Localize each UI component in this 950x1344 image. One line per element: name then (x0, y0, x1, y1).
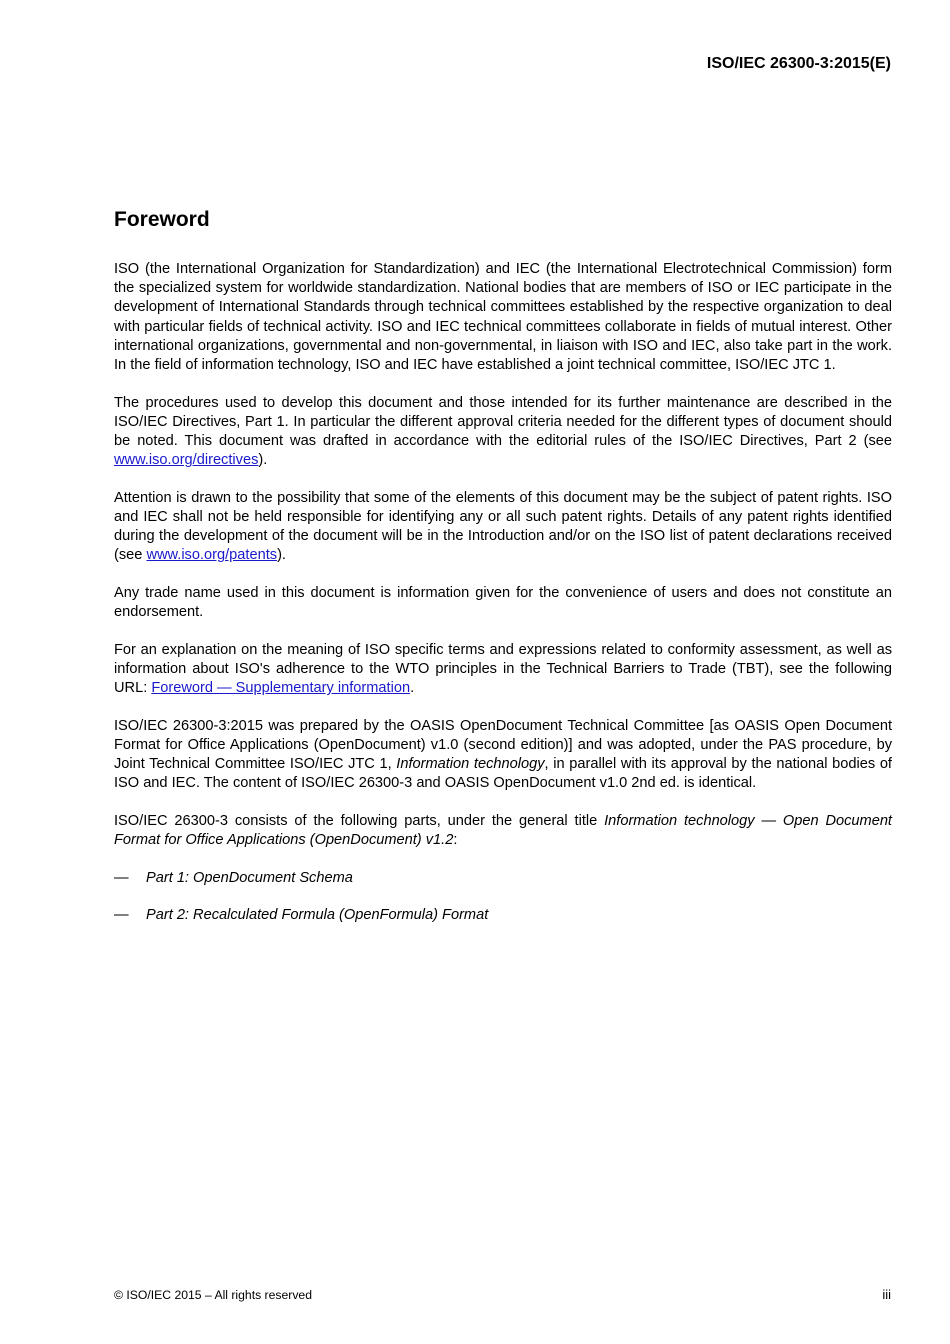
paragraph-procedures-text: The procedures used to develop this document and those intended for its further maintenance are described in the ISO/IEC Directives, Part 1. In particular the different approval criteria needed for the different types of document should be noted. This document was drafted in accordance with the editorial rules of the ISO/IEC Directives, Part 2 (see (114, 394, 892, 450)
paragraph-parts-intro-b: : (453, 832, 458, 849)
paragraph-parts-intro (114, 812, 892, 850)
paragraph-procedures-end: ). (258, 452, 268, 469)
paragraph-conformity (114, 641, 892, 699)
paragraph-preparation (114, 717, 892, 794)
patents-link[interactable]: www.iso.org/patents (146, 547, 278, 564)
page-number: iii (882, 1287, 891, 1302)
paragraph-patents-end: ). (277, 547, 286, 564)
part-1-title: Part 1: OpenDocument Schema (146, 869, 353, 886)
supplementary-info-link[interactable]: Foreword — Supplementary information (151, 680, 411, 697)
directives-link[interactable]: www.iso.org/directives (114, 452, 259, 469)
paragraph-preparation-italic: Information technology (396, 756, 545, 773)
paragraph-organizations: ISO (the International Organization for Standardization) and IEC (the International Electrotechnical Commission) form the specialized system for worldwide standardization. National bodies that are members of ISO or IEC participate in the development of International Standards through technical committees established by the respective organization to deal with particular fields of technical activity. ISO and IEC technical committees collaborate in fields of mutual interest. Other international organizations, governmental and non-governmental, in liaison with ISO and IEC, also take part in the work. In the field of information technology, ISO and IEC have established a joint technical committee, ISO/IEC JTC 1. (114, 261, 892, 374)
paragraph-parts-intro-a: ISO/IEC 26300-3 consists of the following parts, under the general title (114, 813, 605, 830)
dash-bullet: — (114, 869, 129, 886)
paragraph-parts-intro-italic: Information technology — Open Document Format for Office Applications (OpenDocument) v1.2 (114, 813, 892, 849)
paragraph-trade-name: Any trade name used in this document is information given for the convenience of users and does not constitute an endorsement. (114, 585, 892, 621)
page-title: Foreword (114, 208, 210, 231)
paragraph-patents (114, 489, 892, 566)
paragraph-conformity-end: . (410, 680, 415, 697)
foreword-body (114, 260, 892, 944)
paragraph-preparation-b: , in parallel with its approval by the national bodies of ISO and IEC. The content of ISO/IEC 26300-3 and OASIS OpenDocument v1.0 2nd ed. is identical. (114, 756, 892, 792)
part-2-title: Part 2: Recalculated Formula (OpenFormula) Format (146, 907, 489, 924)
copyright-notice: © ISO/IEC 2015 – All rights reserved (114, 1288, 312, 1302)
document-reference: ISO/IEC 26300-3:2015(E) (706, 55, 891, 72)
dash-bullet: — (114, 907, 129, 924)
list-item (114, 869, 892, 888)
paragraph-procedures (114, 394, 892, 471)
paragraph-conformity-text: For an explanation on the meaning of ISO specific terms and expressions related to conformity assessment, as well as information about ISO's adherence to the WTO principles in the Technical Barriers to Trade (TBT), see the following URL: (114, 641, 892, 697)
paragraph-patents-text: Attention is drawn to the possibility that some of the elements of this document may be the subject of patent rights. ISO and IEC shall not be held responsible for identifying any or all such patent rights. Details of any patent rights identified during the development of the document will be in the Introduction and/or on the ISO list of patent declarations received (see (114, 489, 892, 564)
paragraph-preparation-a: ISO/IEC 26300-3:2015 was prepared by the OASIS OpenDocument Technical Committee [as OASIS Open Document Format for Office Applications (OpenDocument) v1.0 (second edition)] and was adopted, under the PAS procedure, by Joint Technical Committee ISO/IEC JTC 1, (114, 717, 892, 773)
list-item (114, 906, 892, 925)
